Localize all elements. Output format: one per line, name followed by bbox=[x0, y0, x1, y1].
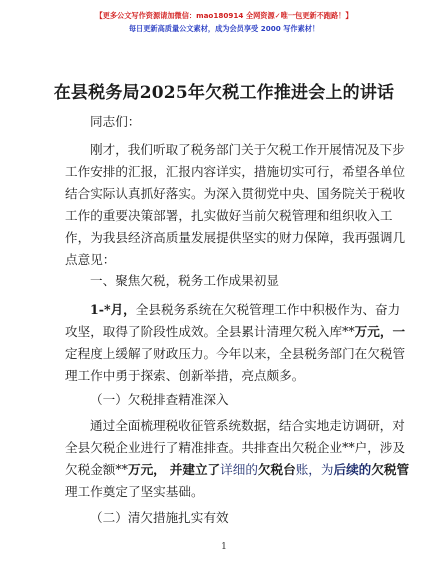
paragraph-line: 定程度上缓解了财政压力。今年以来，全县税务部门在欠税管 bbox=[65, 346, 406, 361]
section-heading-1: 一、聚焦欠税，税务工作成果初显 bbox=[90, 273, 279, 288]
paragraph-line: 理工作中勇于探索、创新举措，亮点颇多。 bbox=[65, 368, 305, 383]
amount-emphasis: 万元，一 bbox=[354, 324, 406, 339]
salutation: 同志们： bbox=[90, 114, 141, 129]
paragraph-line: 理工作奠定了坚实基础。 bbox=[65, 484, 204, 499]
page-number: 1 bbox=[221, 542, 227, 552]
paragraph-line: 全县欠税企业进行了精准排查。共排查出欠税企业**户，涉及 bbox=[65, 440, 406, 455]
text-run: 账，为 bbox=[295, 462, 334, 477]
text-run: 欠税台 bbox=[257, 462, 296, 477]
paragraph-line bbox=[65, 324, 405, 340]
text-run: 全县税务系统在欠税管理工作中积极作为、奋力 bbox=[135, 302, 401, 317]
paragraph-line: 作，为我县经济高质量发展提供坚实的财力保障，我再强调几 bbox=[65, 230, 406, 245]
paragraph-line: 工作安排的汇报，汇报内容详实，措施切实可行，希望各单位 bbox=[65, 164, 406, 179]
text-run: 详细的 bbox=[220, 462, 258, 477]
paragraph-line: 通过全面梳理税收征管系统数据，结合实地走访调研，对 bbox=[90, 418, 405, 433]
paragraph-line: 点意见： bbox=[65, 252, 116, 267]
paragraph-line: 结合实际认真抓好落实。为深入贯彻党中央、国务院关于税收 bbox=[65, 186, 406, 201]
paragraph-line: 工作的重要决策部署，扎实做好当前欠税管理和组织收入工 bbox=[65, 208, 393, 223]
document-title: 在县税务局2025年欠税工作推进会上的讲话 bbox=[53, 83, 395, 103]
promo-banner-line-1: 【更多公文写作资源请加微信：mao180914 全网资源✓唯一包更新不跑路！】 bbox=[95, 11, 353, 20]
text-run: 攻坚，取得了阶段性成效。全县累计清理欠税入库** bbox=[65, 324, 355, 339]
subsection-heading-1: （一）欠税排查精准深入 bbox=[90, 392, 229, 407]
paragraph-line bbox=[65, 462, 409, 478]
date-range: 1-*月， bbox=[90, 302, 136, 317]
paragraph-line bbox=[90, 302, 400, 318]
promo-banner-line-2: 每日更新高质量公文素材，成为会员享受 2000 写作素材！ bbox=[128, 24, 320, 33]
text-run: 欠税金额** bbox=[65, 462, 128, 477]
text-run: 欠税管 bbox=[371, 462, 410, 477]
text-run: 后续的 bbox=[333, 462, 372, 477]
paragraph-line: 刚才，我们听取了税务部门关于欠税工作开展情况及下步 bbox=[90, 142, 405, 157]
text-run: 并建立了 bbox=[169, 462, 221, 477]
subsection-heading-2: （二）清欠措施扎实有效 bbox=[90, 510, 229, 525]
amount-emphasis: 万元， bbox=[127, 462, 166, 477]
